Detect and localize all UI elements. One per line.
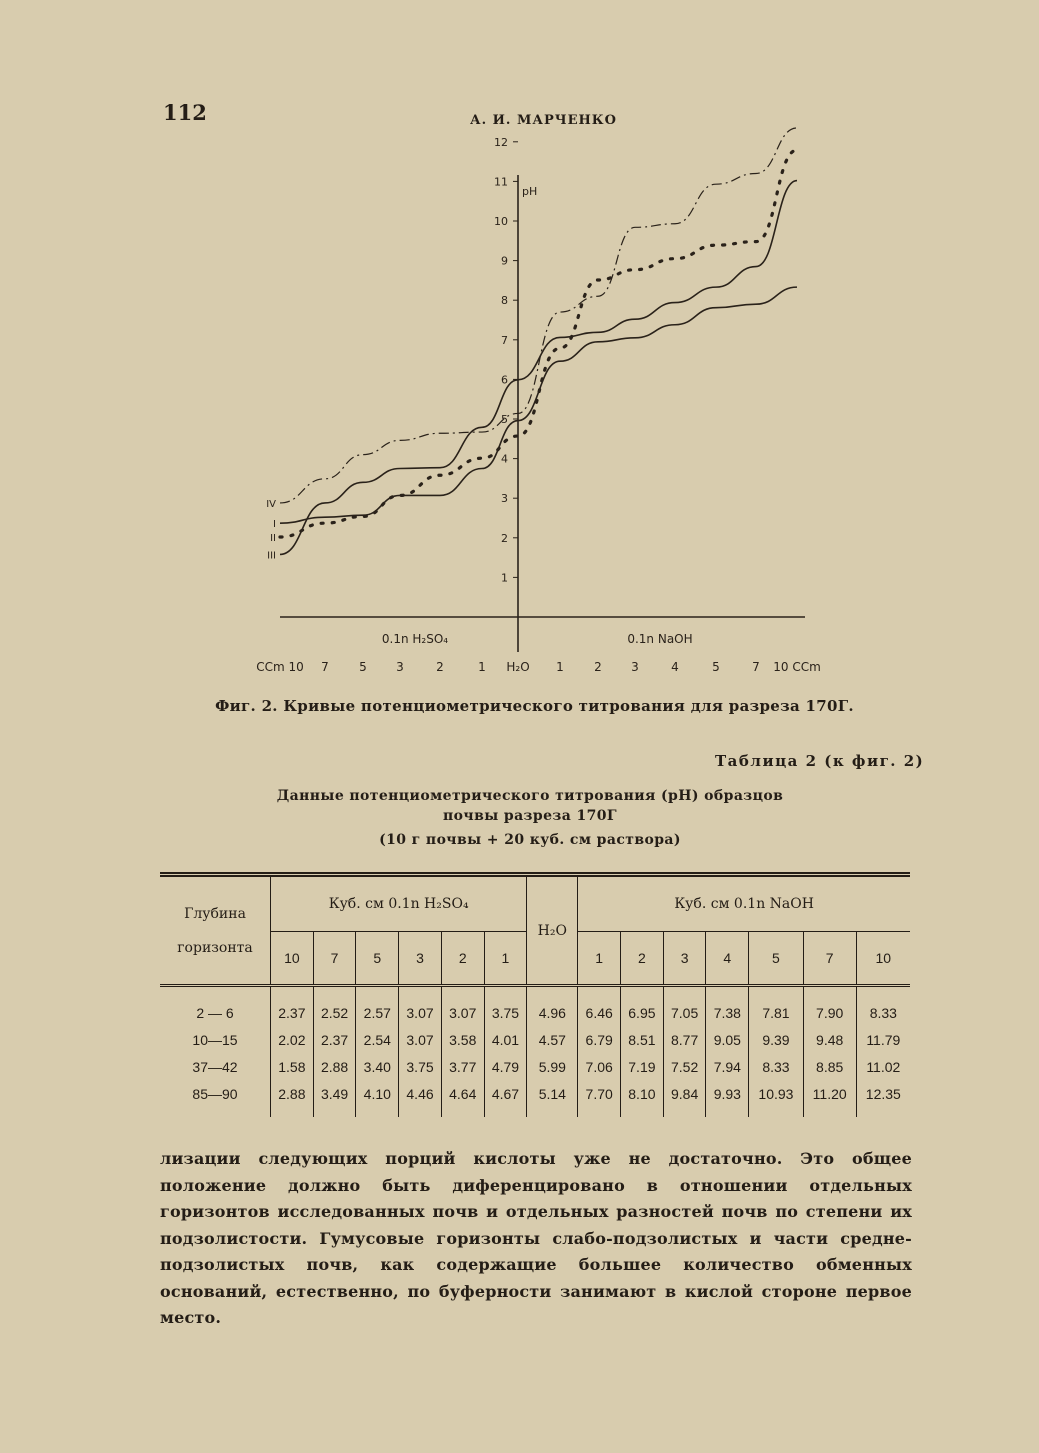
x-tick-label: 1 — [478, 660, 486, 674]
series-label-IV: IV — [266, 498, 276, 510]
table-row — [160, 986, 910, 1027]
value-cell: 4.46 — [399, 1080, 442, 1117]
value-cell: 9.93 — [706, 1080, 749, 1117]
value-cell: 7.05 — [663, 986, 706, 1027]
value-cell: 8.77 — [663, 1026, 706, 1053]
value-cell: 3.75 — [484, 986, 527, 1027]
value-cell: 4.79 — [484, 1053, 527, 1080]
y-tick-label: 11 — [494, 175, 508, 189]
x-tick-label: 4 — [671, 660, 679, 674]
value-cell: 7.94 — [706, 1053, 749, 1080]
x-tick-label: CCm 10 — [256, 660, 304, 674]
value-cell: 2.37 — [313, 1026, 356, 1053]
value-cell: 3.75 — [399, 1053, 442, 1080]
x-tick-label: 5 — [712, 660, 720, 674]
value-cell: 8.85 — [803, 1053, 856, 1080]
alkali-header: Куб. см 0.1n NaOH — [578, 875, 910, 932]
alkali-col-header: 1 — [578, 932, 621, 986]
y-tick-label: 2 — [501, 531, 508, 545]
value-cell: 6.95 — [621, 986, 664, 1027]
value-cell: 2.57 — [356, 986, 399, 1027]
x-tick-label: 2 — [594, 660, 602, 674]
x-tick-label: 3 — [631, 660, 639, 674]
acid-header: Куб. см 0.1n H₂SO₄ — [271, 875, 527, 932]
y-tick-label: 12 — [494, 135, 508, 149]
table-subtitle: почвы разреза 170Г — [443, 808, 617, 824]
curve-III — [280, 181, 797, 555]
x-tick-label: 10 CCm — [773, 660, 821, 674]
y-tick-label: 10 — [494, 215, 508, 228]
value-cell: 10.93 — [749, 1080, 804, 1117]
acid-col-header: 5 — [356, 932, 399, 986]
acid-col-header: 10 — [271, 932, 314, 986]
value-cell: 7.90 — [803, 986, 856, 1027]
value-cell: 9.48 — [803, 1026, 856, 1053]
depth-cell: 85—90 — [192, 1085, 238, 1102]
y-tick-label: 6 — [501, 373, 508, 387]
x-tick-label: 3 — [396, 660, 404, 674]
chart-curves — [280, 128, 797, 554]
acid-col-header: 7 — [313, 932, 356, 986]
y-axis-label: pH — [522, 185, 538, 198]
acid-col-header: 2 — [441, 932, 484, 986]
value-cell: 8.10 — [621, 1080, 664, 1117]
value-cell: 7.81 — [749, 986, 804, 1027]
value-cell: 7.70 — [578, 1080, 621, 1117]
value-cell: 6.79 — [578, 1026, 621, 1053]
depth-cell: 37—42 — [192, 1058, 238, 1075]
value-cell: 2.52 — [313, 986, 356, 1027]
value-cell: 4.64 — [441, 1080, 484, 1117]
water-header: H₂O — [527, 875, 578, 986]
x-tick-label: 7 — [752, 660, 760, 674]
y-tick-label: 7 — [501, 333, 508, 347]
value-cell: 3.07 — [399, 1026, 442, 1053]
table-note: (10 г почвы + 20 куб. см раствора) — [379, 832, 681, 848]
value-cell: 11.02 — [856, 1053, 910, 1080]
value-cell: 4.10 — [356, 1080, 399, 1117]
value-cell: 2.54 — [356, 1026, 399, 1053]
value-cell: 3.07 — [441, 986, 484, 1027]
value-cell: 2.88 — [313, 1053, 356, 1080]
x-tick-label: 5 — [359, 660, 367, 674]
series-label-III: III — [267, 550, 276, 562]
running-head: А. И. МАРЧЕНКО — [470, 113, 617, 128]
value-cell: 12.35 — [856, 1080, 910, 1117]
value-cell: 3.07 — [399, 986, 442, 1027]
value-cell: 3.40 — [356, 1053, 399, 1080]
value-cell: 4.96 — [527, 986, 578, 1027]
alkali-col-header: 10 — [856, 932, 910, 986]
alkali-col-header: 7 — [803, 932, 856, 986]
value-cell: 7.06 — [578, 1053, 621, 1080]
alkali-col-header: 4 — [706, 932, 749, 986]
table-row — [160, 1080, 910, 1117]
chart-labels — [256, 136, 821, 674]
x-tick-label: 2 — [436, 660, 444, 674]
alkali-col-header: 5 — [749, 932, 804, 986]
titration-chart — [230, 135, 850, 690]
series-label-II: II — [270, 533, 276, 545]
depth-header: Глубина горизонта — [177, 905, 253, 956]
x-tick-label: 7 — [321, 660, 329, 674]
value-cell: 9.84 — [663, 1080, 706, 1117]
acid-reagent-label: 0.1n H₂SO₄ — [381, 632, 449, 646]
body-paragraph: лизации следующих порций кислоты уже не достаточно. Это общее положение должно быть диференцировано в отношении отдельных горизонтов исследованных почв и отдельных разностей почв по степени их подзолистости. Гумусовые горизонты слабо-подзолистых и части средне-подзолистых почв, как содержащие большее количество обменных оснований, естественно, по буферности занимают в кислой стороне первое место. — [160, 1149, 912, 1327]
value-cell: 8.33 — [749, 1053, 804, 1080]
value-cell: 3.49 — [313, 1080, 356, 1117]
table-number: Таблица 2 (к фиг. 2) — [715, 752, 925, 770]
value-cell: 7.52 — [663, 1053, 706, 1080]
chart-axes — [280, 142, 805, 652]
y-tick-label: 3 — [501, 492, 508, 506]
value-cell: 2.88 — [271, 1080, 314, 1117]
value-cell: 4.67 — [484, 1080, 527, 1117]
value-cell: 4.01 — [484, 1026, 527, 1053]
value-cell: 8.33 — [856, 986, 910, 1027]
alkali-reagent-label: 0.1n NaOH — [627, 632, 693, 646]
table-row — [160, 1053, 910, 1080]
value-cell: 11.20 — [803, 1080, 856, 1117]
value-cell: 8.51 — [621, 1026, 664, 1053]
curve-IV — [280, 128, 797, 506]
y-tick-label: 8 — [501, 294, 508, 308]
page-number: 112 — [163, 100, 207, 125]
value-cell: 9.05 — [706, 1026, 749, 1053]
value-cell: 3.58 — [441, 1026, 484, 1053]
curve-II — [280, 150, 797, 537]
acid-col-header: 3 — [399, 932, 442, 986]
x-tick-label: 1 — [556, 660, 564, 674]
titration-table — [160, 872, 910, 1117]
alkali-col-header: 3 — [663, 932, 706, 986]
acid-col-header: 1 — [484, 932, 527, 986]
value-cell: 9.39 — [749, 1026, 804, 1053]
value-cell: 3.77 — [441, 1053, 484, 1080]
value-cell: 2.02 — [271, 1026, 314, 1053]
x-tick-label: H₂O — [506, 660, 530, 674]
curve-I — [280, 287, 797, 523]
series-label-I: I — [273, 519, 276, 531]
y-tick-label: 4 — [501, 452, 508, 466]
value-cell: 5.99 — [527, 1053, 578, 1080]
depth-cell: 10—15 — [192, 1031, 238, 1048]
value-cell: 5.14 — [527, 1080, 578, 1117]
value-cell: 7.19 — [621, 1053, 664, 1080]
table-row — [160, 1026, 910, 1053]
value-cell: 11.79 — [856, 1026, 910, 1053]
alkali-col-header: 2 — [621, 932, 664, 986]
value-cell: 4.57 — [527, 1026, 578, 1053]
y-tick-label: 1 — [501, 571, 508, 585]
value-cell: 1.58 — [271, 1053, 314, 1080]
table-title: Данные потенциометрического титрования (pH) образцов — [276, 788, 784, 804]
depth-cell: 2 — 6 — [196, 1004, 234, 1021]
value-cell: 6.46 — [578, 986, 621, 1027]
y-tick-label: 5 — [501, 413, 508, 426]
value-cell: 7.38 — [706, 986, 749, 1027]
value-cell: 2.37 — [271, 986, 314, 1027]
figure-caption: Фиг. 2. Кривые потенциометрического титрования для разреза 170Г. — [215, 697, 854, 715]
y-tick-label: 9 — [501, 254, 508, 268]
